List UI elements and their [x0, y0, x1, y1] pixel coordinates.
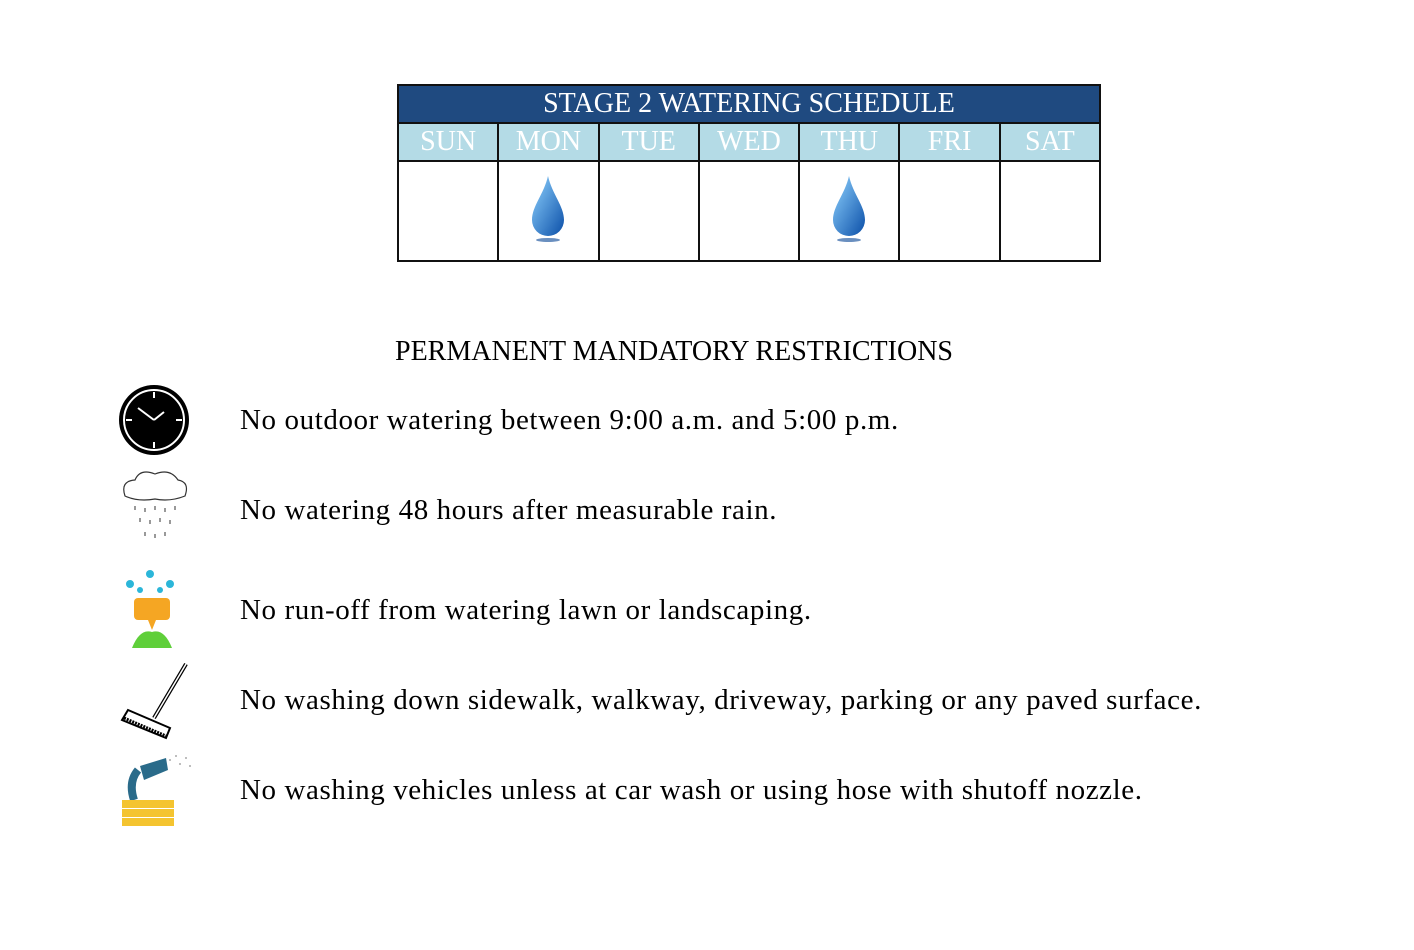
cell-wed: [699, 161, 799, 261]
watering-schedule-table: [397, 84, 1101, 262]
cell-tue: [599, 161, 699, 261]
restriction-5: No washing vehicles unless at car wash or using hose with shutoff nozzle.: [240, 774, 1143, 806]
sprinkler-icon: [110, 568, 200, 648]
rain-cloud-icon: [110, 466, 200, 546]
restriction-1: No outdoor watering between 9:00 a.m. and 5:00 p.m.: [240, 404, 899, 436]
day-mon: MON: [498, 123, 598, 161]
schedule-title: STAGE 2 WATERING SCHEDULE: [398, 85, 1100, 123]
hose-nozzle-icon: [110, 748, 200, 828]
cell-fri: [899, 161, 999, 261]
restriction-4: No washing down sidewalk, walkway, driveway, parking or any paved surface.: [240, 684, 1202, 716]
cell-mon: [498, 161, 598, 261]
day-sun: SUN: [398, 123, 498, 161]
cell-thu: [799, 161, 899, 261]
day-thu: THU: [799, 123, 899, 161]
broom-icon: [110, 660, 200, 740]
restriction-2: No watering 48 hours after measurable rain.: [240, 494, 778, 526]
cell-sat: [1000, 161, 1100, 261]
day-sat: SAT: [1000, 123, 1100, 161]
restriction-3: No run-off from watering lawn or landscaping.: [240, 594, 812, 626]
cell-sun: [398, 161, 498, 261]
water-drop-icon: [528, 174, 568, 244]
day-wed: WED: [699, 123, 799, 161]
water-drop-icon: [829, 174, 869, 244]
day-fri: FRI: [899, 123, 999, 161]
clock-icon: [110, 382, 200, 462]
day-tue: TUE: [599, 123, 699, 161]
restrictions-heading: PERMANENT MANDATORY RESTRICTIONS: [395, 336, 953, 367]
